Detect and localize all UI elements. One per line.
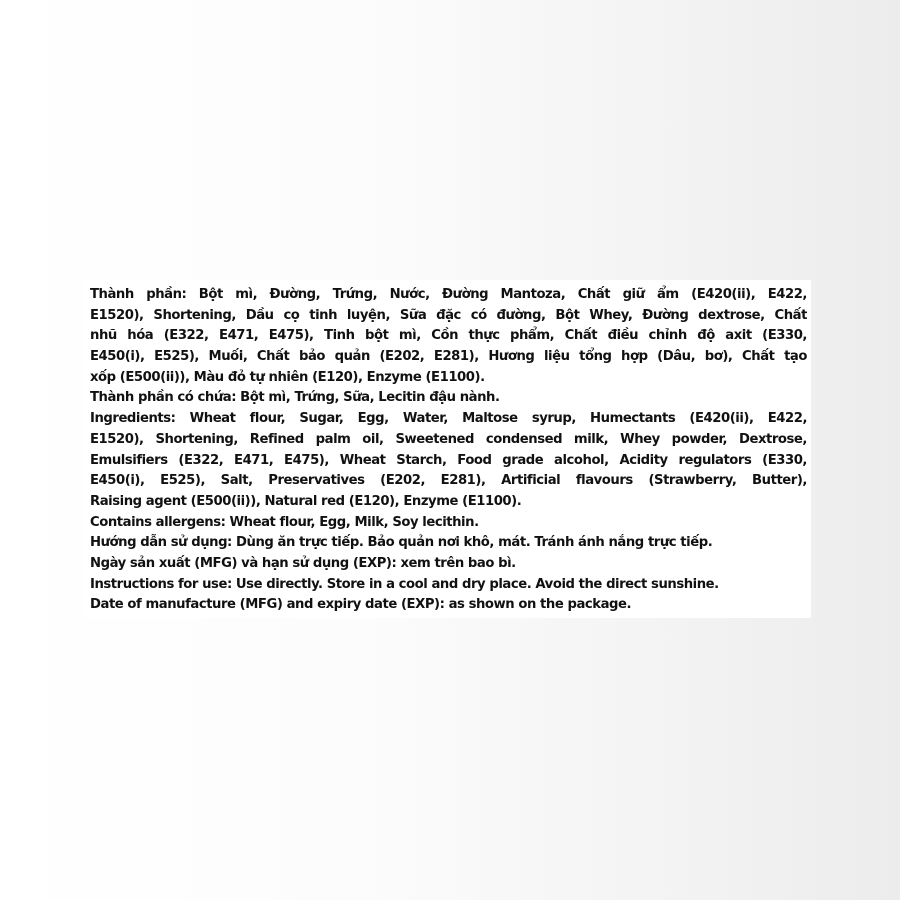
en-usage-instructions: Instructions for use: Use directly. Store in a cool and dry place. Avoid the direct sunshine. xyxy=(90,576,719,592)
en-allergens-line: Contains allergens: Wheat flour, Egg, Milk, Soy lecithin. xyxy=(90,514,479,530)
vi-date-info: Ngày sản xuất (MFG) và hạn sử dụng (EXP): xem trên bao bì. xyxy=(90,555,516,571)
en-ingredients-line-5: Raising agent (E500(ii)), Natural red (E120), Enzyme (E1100). xyxy=(90,493,522,509)
vi-allergens-line: Thành phần có chứa: Bột mì, Trứng, Sữa, Lecitin đậu nành. xyxy=(90,390,500,406)
en-ingredients-line-3: Emulsifiers (E322, E471, E475), Wheat Starch, Food grade alcohol, Acidity regulators (E330, xyxy=(90,452,807,468)
ingredients-label-panel xyxy=(82,280,811,618)
en-ingredients-line-1: Ingredients: Wheat flour, Sugar, Egg, Water, Maltose syrup, Humectants (E420(ii), E422, xyxy=(90,411,807,427)
vi-ingredients-line-2: E1520), Shortening, Dầu cọ tinh luyện, Sữa đặc có đường, Bột Whey, Đường dextrose, Chất xyxy=(90,307,807,323)
vi-ingredients-line-5: xốp (E500(ii)), Màu đỏ tự nhiên (E120), Enzyme (E1100). xyxy=(90,369,485,385)
vi-ingredients-line-1: Thành phần: Bột mì, Đường, Trứng, Nước, Đường Mantoza, Chất giữ ẩm (E420(ii), E422, xyxy=(90,287,807,302)
vi-usage-instructions: Hướng dẫn sử dụng: Dùng ăn trực tiếp. Bảo quản nơi khô, mát. Tránh ánh nắng trực tiếp. xyxy=(90,535,713,551)
en-ingredients-line-2: E1520), Shortening, Refined palm oil, Sweetened condensed milk, Whey powder, Dextrose, xyxy=(90,431,807,447)
vi-ingredients-line-3: nhũ hóa (E322, E471, E475), Tinh bột mì, Cồn thực phẩm, Chất điều chỉnh độ axit (E330, xyxy=(90,328,807,344)
en-ingredients-line-4: E450(i), E525), Salt, Preservatives (E202, E281), Artificial flavours (Strawberry, Butter), xyxy=(90,473,807,489)
vi-ingredients-line-4: E450(i), E525), Muối, Chất bảo quản (E202, E281), Hương liệu tổng hợp (Dâu, bơ), Chất tạo xyxy=(90,349,807,365)
en-date-info: Date of manufacture (MFG) and expiry date (EXP): as shown on the package. xyxy=(90,597,632,613)
